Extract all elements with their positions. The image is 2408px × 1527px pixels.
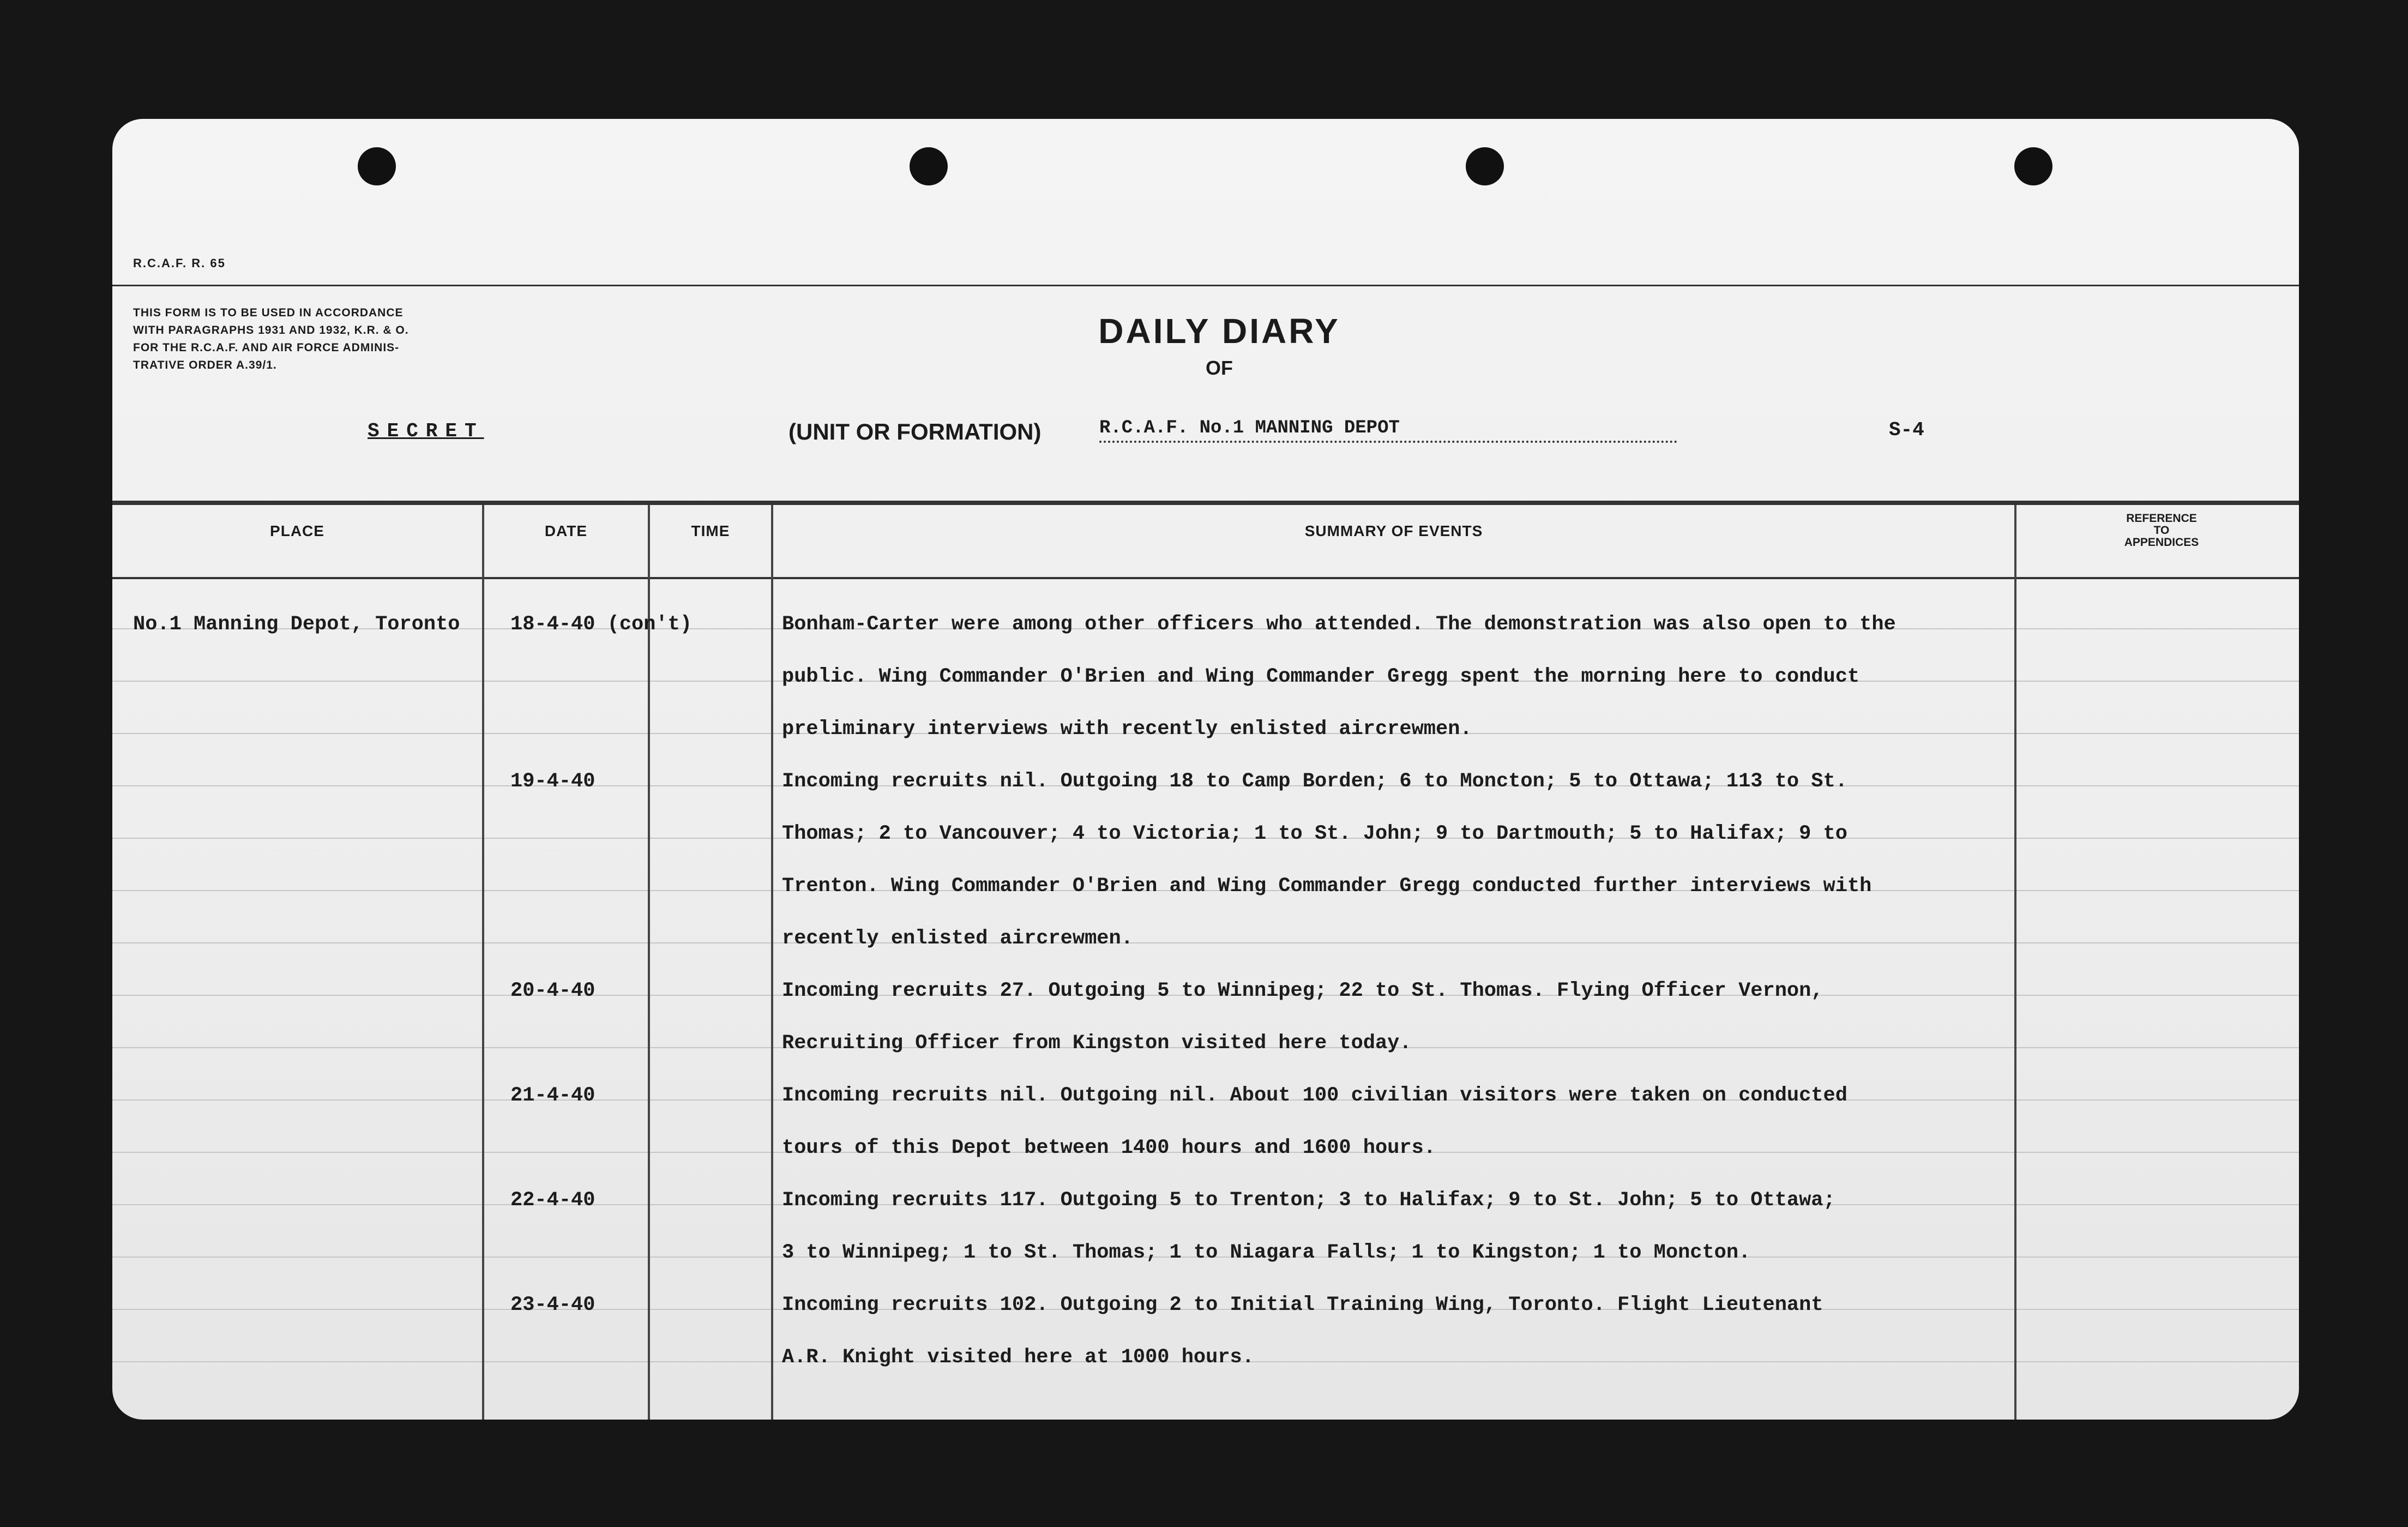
entry-line: Trenton. Wing Commander O'Brien and Wing Commander Gregg conducted further interviews with	[782, 875, 1872, 898]
entry-line: tours of this Depot between 1400 hours and 1600 hours.	[782, 1137, 1436, 1159]
column-date-header: DATE	[544, 522, 588, 539]
entry-line: Bonham-Carter were among other officers who attended. The demonstration was also open to the	[782, 613, 1896, 636]
binder-hole	[910, 147, 948, 185]
column-time-header: TIME	[691, 522, 730, 539]
entry-date: 22-4-40	[510, 1189, 595, 1212]
form-note: THIS FORM IS TO BE USED IN ACCORDANCE WITH PARAGRAPHS 1931 AND 1932, K.R. & O. FOR THE R.C.A.F. AND AIR FORCE ADMINIS- TRATIVE ORDER A.39/1.	[133, 306, 409, 371]
entry-line: Recruiting Officer from Kingston visited here today.	[782, 1032, 1412, 1055]
entry-line: recently enlisted aircrewmen.	[782, 927, 1133, 950]
entry-line: Incoming recruits nil. Outgoing 18 to Camp Borden; 6 to Moncton; 5 to Ottawa; 113 to St.	[782, 770, 1847, 793]
form-number: R.C.A.F. R. 65	[133, 256, 226, 270]
entry-date: 18-4-40 (con't)	[510, 613, 693, 636]
divider-date-time	[648, 505, 650, 1420]
entry-line: Thomas; 2 to Vancouver; 4 to Victoria; 1 to St. John; 9 to Dartmouth; 5 to Halifax; 9 to	[782, 822, 1847, 845]
divider-summary-reference	[2014, 505, 2016, 1420]
entry-line: Incoming recruits 117. Outgoing 5 to Trenton; 3 to Halifax; 9 to St. John; 5 to Ottawa;	[782, 1189, 1835, 1212]
sheet-number: S-4	[1889, 419, 1924, 441]
column-header-rule	[112, 577, 2299, 579]
place-entry: No.1 Manning Depot, Toronto	[133, 613, 460, 636]
title-of: OF	[1206, 357, 1233, 379]
entry-line: Incoming recruits 102. Outgoing 2 to Initial Training Wing, Toronto. Flight Lieutenant	[782, 1294, 1823, 1316]
entry-line: Incoming recruits nil. Outgoing nil. About 100 civilian visitors were taken on conducted	[782, 1084, 1847, 1107]
page-title: DAILY DIARY	[1098, 311, 1340, 351]
binder-hole	[358, 147, 396, 185]
binder-hole	[2014, 147, 2052, 185]
classification-label: SECRET	[368, 420, 484, 442]
entry-date: 19-4-40	[510, 770, 595, 793]
column-reference-header: REFERENCE TO APPENDICES	[2124, 512, 2199, 549]
diary-form-card	[112, 119, 2299, 1420]
column-place-header: PLACE	[270, 522, 324, 539]
entry-line: preliminary interviews with recently enlisted aircrewmen.	[782, 718, 1472, 741]
header-bottom-rule	[112, 501, 2299, 505]
unit-label: (UNIT OR FORMATION)	[788, 419, 1042, 444]
entry-line: A.R. Knight visited here at 1000 hours.	[782, 1346, 1254, 1369]
entry-date: 23-4-40	[510, 1294, 595, 1316]
entry-line: 3 to Winnipeg; 1 to St. Thomas; 1 to Niagara Falls; 1 to Kingston; 1 to Moncton.	[782, 1241, 1751, 1264]
entry-date: 21-4-40	[510, 1084, 595, 1107]
entry-line: public. Wing Commander O'Brien and Wing Commander Gregg spent the morning here to conduct	[782, 665, 1860, 688]
divider-place-date	[482, 505, 484, 1420]
entry-date: 20-4-40	[510, 979, 595, 1002]
column-summary-header: SUMMARY OF EVENTS	[1304, 522, 1483, 539]
unit-value: R.C.A.F. No.1 MANNING DEPOT	[1099, 418, 1677, 443]
header-top-rule	[112, 285, 2299, 286]
entry-line: Incoming recruits 27. Outgoing 5 to Winnipeg; 22 to St. Thomas. Flying Officer Vernon,	[782, 979, 1823, 1002]
binder-hole	[1466, 147, 1504, 185]
divider-time-summary	[771, 505, 773, 1420]
